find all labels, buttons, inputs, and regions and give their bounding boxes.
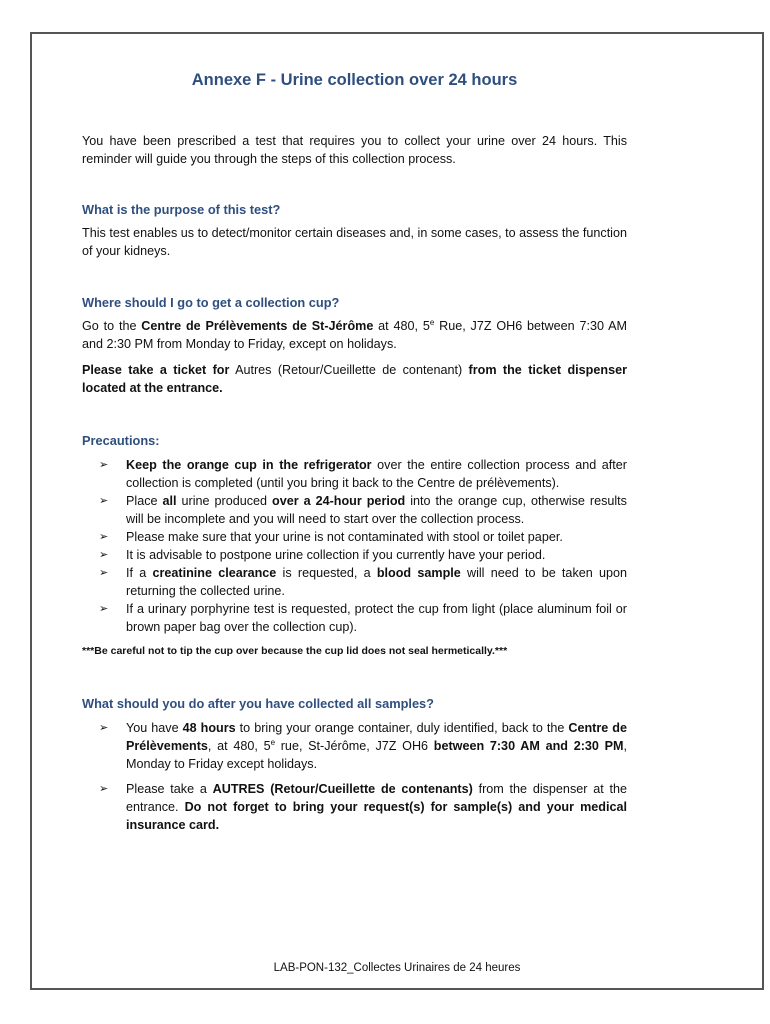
precautions-list <box>82 456 627 636</box>
page-footer: LAB-PON-132_Collectes Urinaires de 24 heures <box>273 962 521 974</box>
warning-note: ***Be careful not to tip the cup over because the cup lid does not seal hermetically.*** <box>82 645 508 657</box>
after-heading: What should you do after you have collected all samples? <box>82 696 434 711</box>
arrow-bullet-icon: ➢ <box>99 531 109 543</box>
list-item: ➢ You have 48 hours to bring your orange container, duly identified, back to the Centre de Prélèvements, at 480, 5e rue, St-Jérôme, J7Z OH6 between 7:30 AM and 2:30 PM, Monday to Friday except holidays. <box>99 721 628 771</box>
precautions-heading: Precautions: <box>82 433 160 448</box>
document-title: Annexe F - Urine collection over 24 hours <box>191 71 518 89</box>
arrow-bullet-icon: ➢ <box>99 549 109 561</box>
list-item: ➢ It is advisable to postpone urine collection if you currently have your period. <box>99 548 546 562</box>
arrow-bullet-icon: ➢ <box>99 722 109 734</box>
document-body <box>82 70 627 841</box>
list-item: ➢ Keep the orange cup in the refrigerator over the entire collection process and after collection is completed (until you bring it back to the Centre de prélèvements). <box>99 458 627 490</box>
purpose-heading: What is the purpose of this test? <box>82 202 281 217</box>
purpose-paragraph: This test enables us to detect/monitor certain diseases and, in some cases, to assess the function of your kidneys. <box>82 226 627 258</box>
after-list <box>82 719 627 834</box>
ticket-paragraph: Please take a ticket for Autres (Retour/Cueillette de contenant) from the ticket dispenser located at the entrance. <box>82 363 627 395</box>
list-item: ➢ Please take a AUTRES (Retour/Cueillette de contenants) from the dispenser at the entrance. Do not forget to bring your request(s) for sample(s) and your medical insurance card. <box>99 782 628 832</box>
intro-paragraph: You have been prescribed a test that requires you to collect your urine over 24 hours. This reminder will guide you through the steps of this collection process. <box>82 134 627 166</box>
list-item: ➢ Place all urine produced over a 24-hour period into the orange cup, otherwise results will be incomplete and you will need to start over the collection process. <box>99 494 627 526</box>
arrow-bullet-icon: ➢ <box>99 495 109 507</box>
where-paragraph: Go to the Centre de Prélèvements de St-Jérôme at 480, 5e Rue, J7Z OH6 between 7:30 AM and 2:30 PM from Monday to Friday, except on holidays. <box>82 317 628 351</box>
arrow-bullet-icon: ➢ <box>99 567 109 579</box>
where-heading: Where should I go to get a collection cup? <box>82 295 340 310</box>
arrow-bullet-icon: ➢ <box>99 603 109 615</box>
list-item: ➢ If a urinary porphyrine test is requested, protect the cup from light (place aluminum foil or brown paper bag over the collection cup). <box>99 602 627 634</box>
list-item: ➢ If a creatinine clearance is requested, a blood sample will need to be taken upon returning the collected urine. <box>99 566 627 598</box>
arrow-bullet-icon: ➢ <box>99 783 109 795</box>
arrow-bullet-icon: ➢ <box>99 459 109 471</box>
list-item: ➢ Please make sure that your urine is not contaminated with stool or toilet paper. <box>99 530 563 544</box>
